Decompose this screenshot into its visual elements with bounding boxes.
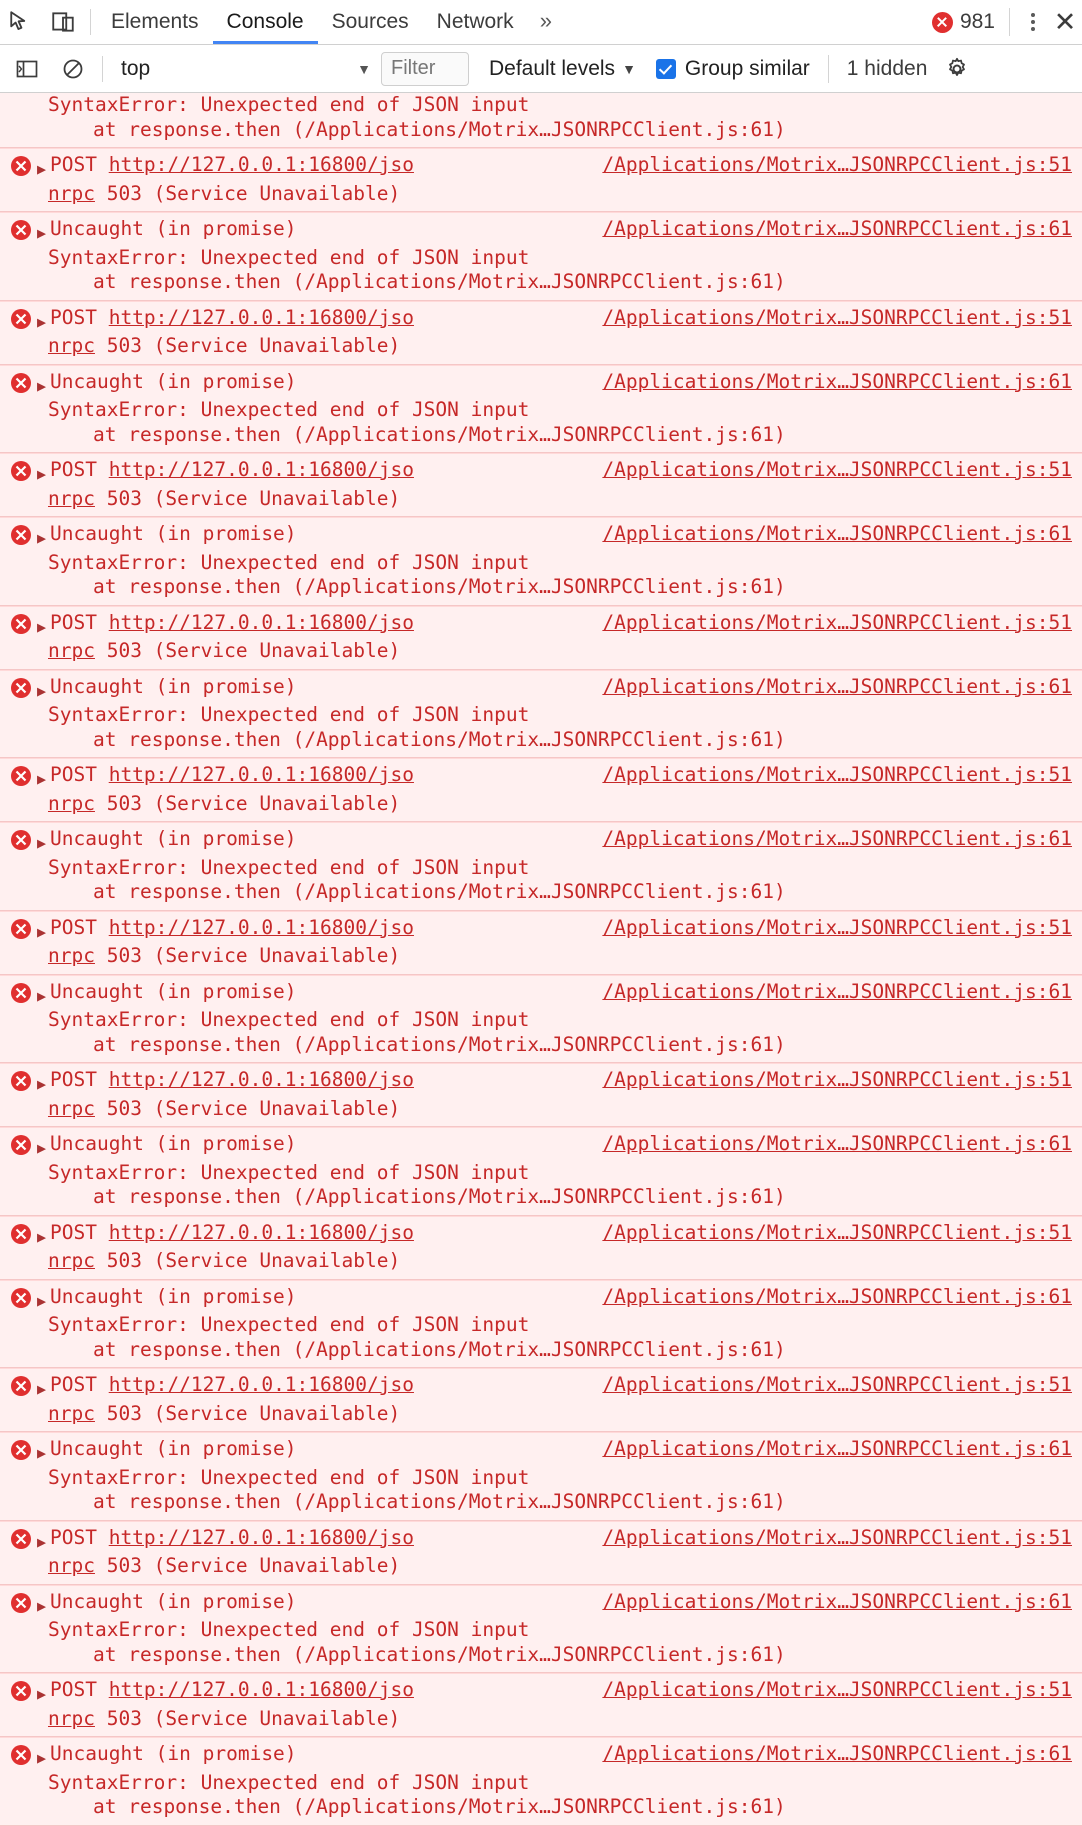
close-icon[interactable]: ✕ [1053,7,1077,37]
post-message-line-2 [0,334,1082,359]
post-url[interactable]: http://127.0.0.1:16800/jso [108,763,414,786]
message-source-link[interactable]: /Applications/Motrix…JSONRPCClient.js:51 [602,763,1072,786]
post-message-text [50,1526,592,1551]
expand-triangle-icon[interactable]: ▶ [37,224,47,242]
uncaught-line-2: SyntaxError: Unexpected end of JSON input [48,398,530,421]
post-url[interactable]: http://127.0.0.1:16800/jso [108,915,414,939]
uncaught-line-3-suffix: ) [773,1337,786,1361]
post-method: POST [50,305,109,329]
post-status: 503 (Service Unavailable) [94,181,401,205]
console-message-uncaught[interactable] [0,365,1082,454]
error-circle-icon [10,372,32,394]
uncaught-line-3 [0,1185,1082,1210]
filter-input[interactable]: Filter [381,52,469,86]
post-message-text [50,1221,592,1246]
post-status: 503 (Service Unavailable) [94,791,401,815]
uncaught-line-3-prefix: at response.then ( [93,1337,305,1361]
uncaught-line-3 [0,728,1082,753]
post-method: POST [50,1220,109,1244]
error-circle-icon [10,460,32,482]
uncaught-title: Uncaught (in promise) [50,979,297,1003]
expand-triangle-icon[interactable]: ▶ [37,681,47,700]
error-circle-icon [10,155,32,177]
post-method: POST [50,153,109,176]
devtools-toolbar [0,0,1082,45]
error-circle-icon [10,1528,32,1550]
console-message-uncaught[interactable] [0,822,1082,911]
uncaught-line-3-link[interactable]: /Applications/Motrix…JSONRPCClient.js:61 [304,880,774,903]
uncaught-line-3-prefix: at response.then ( [93,727,305,751]
post-status: 503 (Service Unavailable) [94,486,401,510]
expand-triangle-icon[interactable]: ▶ [37,770,47,788]
post-message-line-2 [0,1554,1082,1579]
expand-triangle-icon[interactable]: ▶ [37,529,47,547]
uncaught-line-3-prefix: at response.then ( [93,575,305,598]
error-circle-icon [10,918,32,940]
expand-triangle-icon[interactable]: ▶ [37,1075,47,1093]
group-similar-toggle[interactable] [646,57,820,81]
uncaught-line-3 [0,1033,1082,1058]
post-method: POST [50,1373,109,1396]
post-url[interactable]: http://127.0.0.1:16800/jso [108,1068,414,1091]
post-message-text [50,611,592,636]
uncaught-title: Uncaught (in promise) [50,1437,297,1460]
post-url[interactable]: http://127.0.0.1:16800/jso [108,610,414,634]
post-message-line-2 [0,1249,1082,1274]
uncaught-line-3 [0,880,1082,905]
message-source-link[interactable]: /Applications/Motrix…JSONRPCClient.js:51 [602,1220,1072,1244]
console-message-post[interactable] [0,1216,1082,1280]
uncaught-line-3-prefix: at response.then ( [93,1185,305,1208]
expand-triangle-icon[interactable]: ▶ [37,465,47,483]
clear-console-icon[interactable] [50,46,96,92]
log-levels-select[interactable] [479,57,646,81]
uncaught-line-3-link[interactable]: /Applications/Motrix…JSONRPCClient.js:61 [304,1795,774,1818]
message-source-link[interactable]: /Applications/Motrix…JSONRPCClient.js:51 [602,153,1072,176]
error-circle-icon [10,308,32,330]
console-repeat-host [0,148,1082,1826]
post-message-line-2 [0,487,1082,512]
uncaught-line-3 [0,575,1082,600]
expand-triangle-icon[interactable]: ▶ [37,376,47,395]
partial-line-2-link[interactable]: /Applications/Motrix…JSONRPCClient.js:61 [304,117,774,141]
post-url[interactable]: http://127.0.0.1:16800/jso [108,1220,414,1244]
expand-triangle-icon[interactable]: ▶ [37,1532,47,1551]
post-url-wrap[interactable]: nrpc [48,639,95,662]
chevron-down-icon-levels: ▼ [622,60,636,77]
expand-triangle-icon[interactable]: ▶ [37,1685,47,1703]
message-source-link[interactable]: /Applications/Motrix…JSONRPCClient.js:51 [602,1068,1072,1091]
expand-triangle-icon[interactable]: ▶ [37,617,47,636]
post-url-wrap[interactable]: nrpc [48,1706,95,1730]
error-circle-icon [10,1439,32,1461]
hidden-messages-label: 1 hidden [846,56,928,80]
uncaught-line-3-prefix: at response.then ( [93,1795,305,1818]
post-url[interactable]: http://127.0.0.1:16800/jso [108,458,414,481]
uncaught-line-3-prefix: at response.then ( [93,1032,305,1056]
console-message-post[interactable] [0,606,1082,670]
error-circle-icon [10,829,32,851]
tab-elements[interactable]: Elements [111,10,199,33]
uncaught-title: Uncaught (in promise) [50,827,297,850]
post-url-wrap[interactable]: nrpc [48,1401,95,1425]
post-status: 503 (Service Unavailable) [94,334,401,357]
console-message-uncaught[interactable] [0,1585,1082,1674]
message-source-link[interactable]: /Applications/Motrix…JSONRPCClient.js:51 [602,305,1072,329]
expand-triangle-icon[interactable]: ▶ [37,1749,47,1767]
message-source-link[interactable]: /Applications/Motrix…JSONRPCClient.js:61 [602,1437,1072,1460]
console-message-uncaught[interactable] [0,1432,1082,1521]
uncaught-line-2: SyntaxError: Unexpected end of JSON input [48,1465,530,1489]
post-status: 503 (Service Unavailable) [94,1096,401,1120]
message-source-link[interactable]: /Applications/Motrix…JSONRPCClient.js:61 [602,1284,1072,1308]
uncaught-title: Uncaught (in promise) [50,217,297,240]
post-url[interactable]: http://127.0.0.1:16800/jso [108,1678,414,1701]
more-tabs-button[interactable]: » [539,8,552,33]
uncaught-line-3-suffix: ) [773,270,786,293]
console-sidebar-icon[interactable] [4,46,50,92]
toolbar-divider [90,9,91,35]
error-circle-icon [10,982,32,1004]
uncaught-line-3 [0,423,1082,448]
expand-triangle-icon[interactable]: ▶ [37,1227,47,1246]
console-message-post[interactable] [0,1521,1082,1585]
post-status: 503 (Service Unavailable) [94,1706,401,1730]
error-circle-icon [10,1744,32,1766]
expand-triangle-icon[interactable]: ▶ [37,160,47,178]
group-similar-label: Group similar [684,56,810,80]
expand-triangle-icon[interactable]: ▶ [37,986,47,1005]
post-url-wrap[interactable]: nrpc [48,181,95,205]
uncaught-line-2: SyntaxError: Unexpected end of JSON input [48,1008,530,1031]
error-circle-icon [10,1680,32,1702]
console-message-uncaught[interactable] [0,670,1082,759]
uncaught-line-2: SyntaxError: Unexpected end of JSON input [48,1160,530,1184]
uncaught-line-3 [0,1490,1082,1515]
uncaught-title: Uncaught (in promise) [50,1742,297,1765]
uncaught-line-2: SyntaxError: Unexpected end of JSON input [48,1770,530,1794]
post-url[interactable]: http://127.0.0.1:16800/jso [108,1373,414,1396]
uncaught-line-3-link[interactable]: /Applications/Motrix…JSONRPCClient.js:61 [304,1032,774,1056]
tab-sources[interactable]: Sources [331,10,409,33]
expand-triangle-icon[interactable]: ▶ [37,922,47,941]
uncaught-line-3-suffix: ) [773,727,786,751]
uncaught-line-2: SyntaxError: Unexpected end of JSON input [48,245,530,269]
post-message-text [50,1068,592,1093]
uncaught-line-3 [0,1795,1082,1820]
post-method: POST [50,915,109,939]
error-circle-icon [10,524,32,546]
uncaught-line-3-link[interactable]: /Applications/Motrix…JSONRPCClient.js:61 [304,1490,774,1513]
uncaught-title: Uncaught (in promise) [50,1589,297,1613]
post-message-text [50,1678,592,1703]
partial-line-1: SyntaxError: Unexpected end of JSON input [48,93,530,116]
post-url-wrap[interactable]: nrpc [48,1096,95,1120]
execution-context-value: top [121,56,151,80]
group-similar-checkbox[interactable] [656,59,676,79]
message-source-link[interactable]: /Applications/Motrix…JSONRPCClient.js:61 [602,522,1072,545]
message-source-link[interactable]: /Applications/Motrix…JSONRPCClient.js:51 [602,915,1072,939]
uncaught-line-2: SyntaxError: Unexpected end of JSON input [48,550,530,574]
gear-icon[interactable] [937,46,977,92]
uncaught-line-3-suffix: ) [773,1490,786,1513]
uncaught-line-3-prefix: at response.then ( [93,880,305,903]
error-circle-icon [10,1592,32,1614]
uncaught-line-3-suffix: ) [773,575,786,598]
uncaught-line-3-suffix: ) [773,1642,786,1666]
uncaught-line-3-suffix: ) [773,422,786,446]
uncaught-line-3-link[interactable]: /Applications/Motrix…JSONRPCClient.js:61 [304,1337,774,1361]
uncaught-line-3-link[interactable]: /Applications/Motrix…JSONRPCClient.js:61 [304,270,774,293]
uncaught-line-2: SyntaxError: Unexpected end of JSON input [48,1618,530,1641]
console-message-uncaught[interactable] [0,517,1082,606]
uncaught-line-3-link[interactable]: /Applications/Motrix…JSONRPCClient.js:61 [304,575,774,598]
post-status: 503 (Service Unavailable) [94,1401,401,1425]
post-url-wrap[interactable]: nrpc [48,334,95,357]
uncaught-line-3 [0,1643,1082,1668]
partial-line-2-suffix: ) [773,117,786,141]
console-message-post[interactable] [0,1368,1082,1432]
console-message-list[interactable] [0,93,1082,1826]
console-message-post[interactable] [0,148,1082,212]
post-url[interactable]: http://127.0.0.1:16800/jso [108,1525,414,1549]
partial-line-2-prefix: at response.then ( [93,117,305,141]
error-circle-icon [10,1287,32,1309]
tab-console[interactable]: Console [213,0,318,44]
uncaught-line-3-link[interactable]: /Applications/Motrix…JSONRPCClient.js:61 [304,727,774,751]
uncaught-line-3-suffix: ) [773,1185,786,1208]
console-message-post[interactable] [0,911,1082,975]
console-message-uncaught[interactable] [0,1127,1082,1216]
post-message-line-2 [0,1097,1082,1122]
error-count-label: 981 [959,10,995,33]
post-message-line-2 [0,944,1082,969]
error-circle-icon [10,765,32,787]
console-message-post[interactable] [0,1673,1082,1737]
console-message-post[interactable] [0,453,1082,517]
post-status: 503 (Service Unavailable) [94,944,401,967]
post-message-text [50,763,592,788]
execution-context-select[interactable] [109,52,379,86]
message-source-link[interactable]: /Applications/Motrix…JSONRPCClient.js:61 [602,1742,1072,1765]
uncaught-line-3-link[interactable]: /Applications/Motrix…JSONRPCClient.js:61 [304,1185,774,1208]
post-status: 503 (Service Unavailable) [94,1249,401,1272]
console-message-post[interactable] [0,758,1082,822]
kebab-menu-icon[interactable] [1018,0,1048,44]
post-method: POST [50,763,109,786]
message-source-link[interactable]: /Applications/Motrix…JSONRPCClient.js:51 [602,1373,1072,1396]
post-method: POST [50,610,109,634]
uncaught-title: Uncaught (in promise) [50,369,297,393]
post-message-text [50,916,592,941]
partial-line-2 [0,118,1082,143]
expand-triangle-icon[interactable]: ▶ [37,834,47,852]
post-url[interactable]: http://127.0.0.1:16800/jso [108,153,414,176]
error-circle-icon [10,677,32,699]
post-status: 503 (Service Unavailable) [94,1554,401,1577]
post-url-wrap[interactable]: nrpc [48,1249,95,1272]
post-status: 503 (Service Unavailable) [94,639,401,662]
toolbar-divider-2 [1009,8,1010,36]
uncaught-line-3-prefix: at response.then ( [93,1490,305,1513]
message-source-link[interactable]: /Applications/Motrix…JSONRPCClient.js:61 [602,979,1072,1003]
expand-triangle-icon[interactable]: ▶ [37,1139,47,1157]
console-filter-bar [0,45,1082,93]
uncaught-line-2: SyntaxError: Unexpected end of JSON input [48,1313,530,1336]
post-url-wrap[interactable]: nrpc [48,1554,95,1577]
post-method: POST [50,458,109,481]
post-message-line-2 [0,182,1082,207]
uncaught-line-3-suffix: ) [773,1795,786,1818]
log-levels-label: Default levels [489,56,616,80]
uncaught-line-3-prefix: at response.then ( [93,422,305,446]
filterbar-divider-2 [828,55,829,83]
post-url[interactable]: http://127.0.0.1:16800/jso [108,305,414,329]
expand-triangle-icon[interactable]: ▶ [37,312,47,331]
uncaught-title: Uncaught (in promise) [50,522,297,545]
message-source-link[interactable]: /Applications/Motrix…JSONRPCClient.js:51 [602,1525,1072,1549]
error-circle-icon [10,1375,32,1397]
uncaught-line-3 [0,1338,1082,1363]
message-source-link[interactable]: /Applications/Motrix…JSONRPCClient.js:51 [602,1678,1072,1701]
message-source-link[interactable]: /Applications/Motrix…JSONRPCClient.js:61 [602,217,1072,240]
uncaught-line-3-link[interactable]: /Applications/Motrix…JSONRPCClient.js:61 [304,1642,774,1666]
message-source-link[interactable]: /Applications/Motrix…JSONRPCClient.js:61 [602,1589,1072,1613]
expand-triangle-icon[interactable]: ▶ [37,1596,47,1615]
console-message-uncaught[interactable] [0,975,1082,1064]
expand-triangle-icon[interactable]: ▶ [37,1380,47,1398]
error-circle-icon [10,219,32,241]
uncaught-title: Uncaught (in promise) [50,1132,297,1155]
message-source-link[interactable]: /Applications/Motrix…JSONRPCClient.js:51 [602,458,1072,481]
uncaught-line-3-suffix: ) [773,1032,786,1056]
message-source-link[interactable]: /Applications/Motrix…JSONRPCClient.js:61 [602,827,1072,850]
console-message-uncaught[interactable] [0,212,1082,301]
uncaught-line-3-prefix: at response.then ( [93,1642,305,1666]
expand-triangle-icon[interactable]: ▶ [37,1291,47,1310]
error-circle-icon [932,12,953,33]
console-message-uncaught[interactable] [0,1737,1082,1826]
console-message-post[interactable] [0,1063,1082,1127]
post-message-line-2 [0,1707,1082,1732]
post-message-line-2 [0,792,1082,817]
uncaught-line-3-suffix: ) [773,880,786,903]
post-message-text [50,1373,592,1398]
uncaught-line-3-prefix: at response.then ( [93,270,305,293]
message-source-link[interactable]: /Applications/Motrix…JSONRPCClient.js:61 [602,674,1072,698]
tab-network[interactable]: Network [436,10,514,33]
message-source-link[interactable]: /Applications/Motrix…JSONRPCClient.js:51 [602,610,1072,634]
error-circle-icon [10,1134,32,1156]
error-count-indicator[interactable] [932,10,1001,34]
error-circle-icon [10,1070,32,1092]
console-message-uncaught[interactable] [0,1280,1082,1369]
post-url-wrap[interactable]: nrpc [48,944,95,967]
filterbar-divider [102,56,103,82]
post-message-text [50,458,592,483]
expand-triangle-icon[interactable]: ▶ [37,1444,47,1462]
post-message-text [50,306,592,331]
device-toggle-icon[interactable] [42,0,84,44]
post-method: POST [50,1525,109,1549]
uncaught-line-2: SyntaxError: Unexpected end of JSON input [48,703,530,726]
post-message-line-2 [0,1402,1082,1427]
message-source-link[interactable]: /Applications/Motrix…JSONRPCClient.js:61 [602,369,1072,393]
inspect-cursor-icon[interactable] [0,0,42,44]
uncaught-line-3 [0,270,1082,295]
message-source-link[interactable]: /Applications/Motrix…JSONRPCClient.js:61 [602,1132,1072,1155]
post-method: POST [50,1678,109,1701]
post-url-wrap[interactable]: nrpc [48,486,95,510]
uncaught-line-2: SyntaxError: Unexpected end of JSON input [48,855,530,879]
error-circle-icon [10,613,32,635]
post-message-text [50,153,592,178]
post-message-line-2 [0,639,1082,664]
chevron-down-icon: ▼ [357,60,371,77]
error-circle-icon [10,1223,32,1245]
console-message-post[interactable] [0,301,1082,365]
uncaught-title: Uncaught (in promise) [50,1284,297,1308]
post-url-wrap[interactable]: nrpc [48,791,95,815]
post-method: POST [50,1068,109,1091]
console-message-partial[interactable] [0,93,1082,148]
uncaught-title: Uncaught (in promise) [50,674,297,698]
uncaught-line-3-link[interactable]: /Applications/Motrix…JSONRPCClient.js:61 [304,422,774,446]
